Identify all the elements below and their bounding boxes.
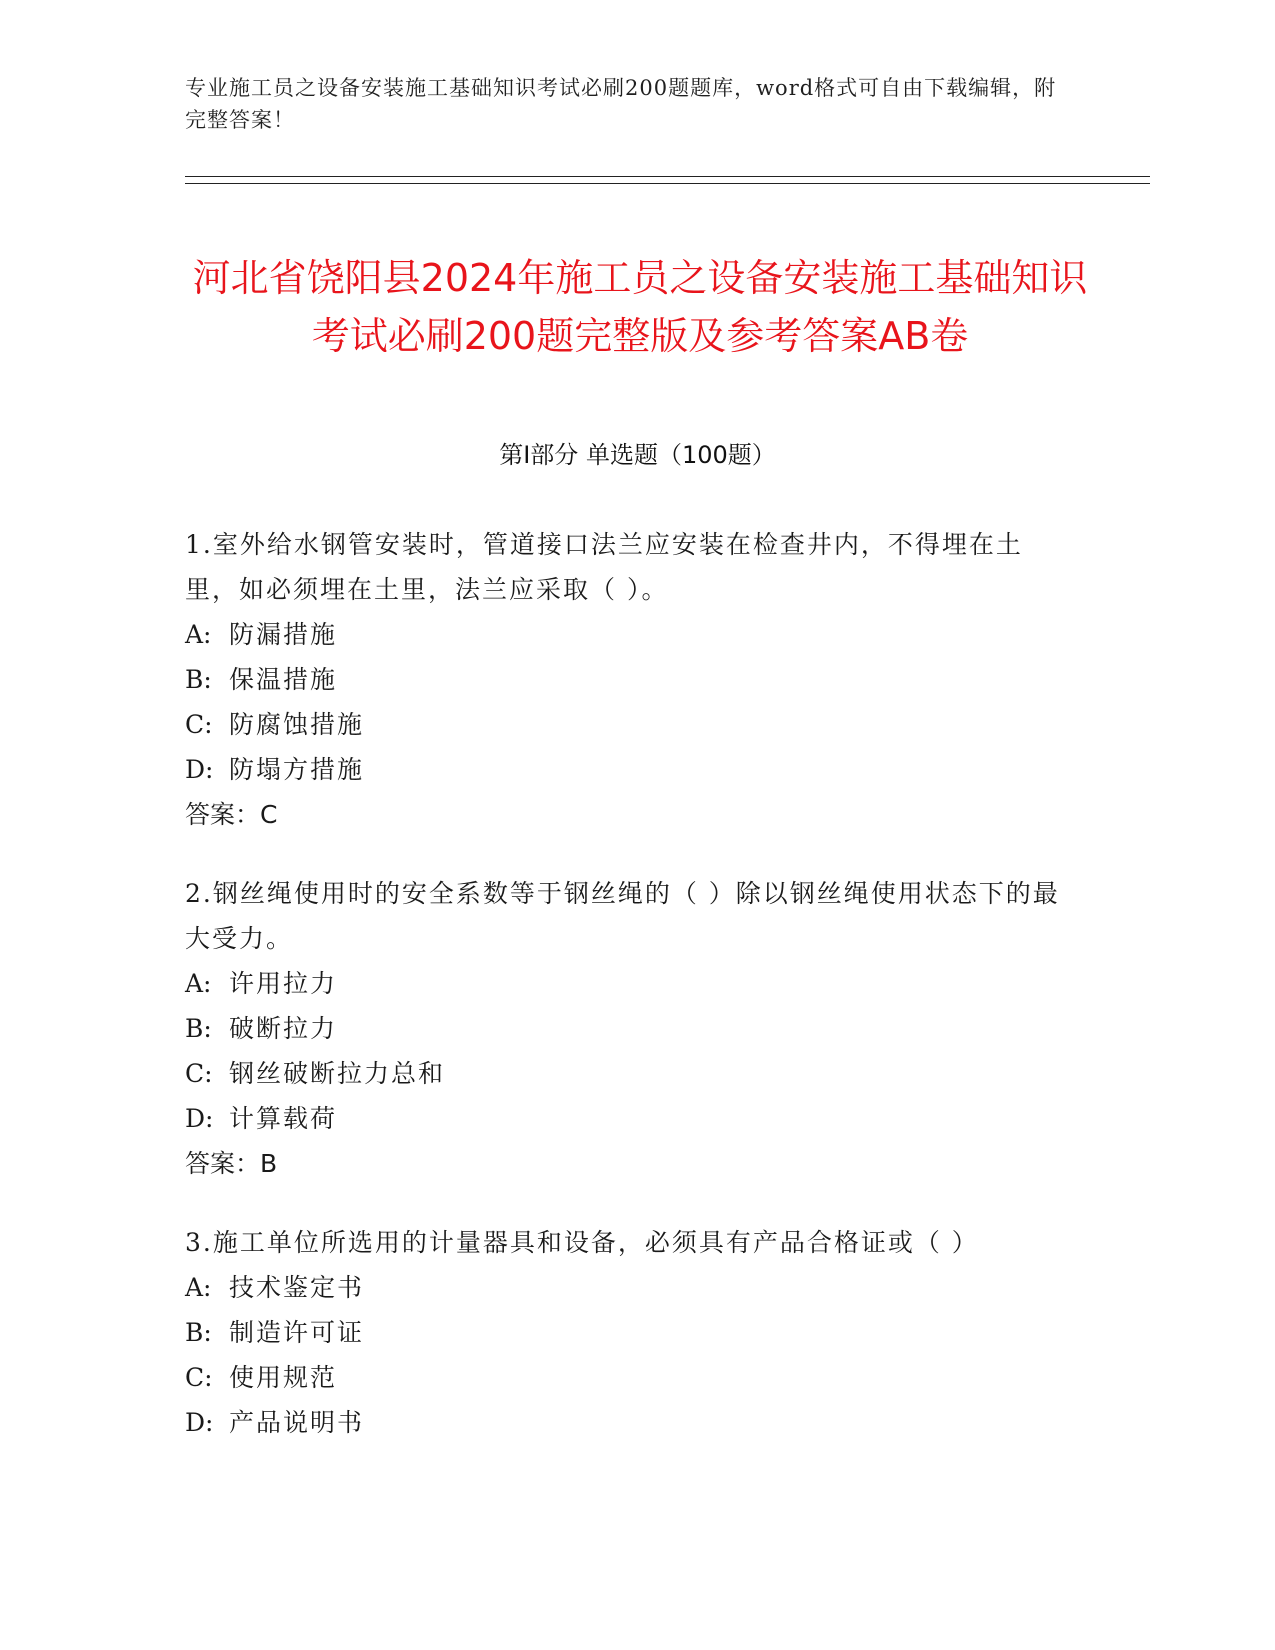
question-stem: 3.施工单位所选用的计量器具和设备，必须具有产品合格证或（ ） <box>185 1228 979 1257</box>
header-note: 专业施工员之设备安装施工基础知识考试必刷200题题库，word格式可自由下载编辑，附完整答案！ <box>185 76 1057 132</box>
answer-line: 答案：C <box>185 800 278 829</box>
option-b <box>185 1310 1065 1355</box>
question-list <box>185 522 1065 1479</box>
question-item <box>185 871 1065 1186</box>
answer-line: 答案：B <box>185 1149 278 1178</box>
option-c <box>185 1355 1065 1400</box>
option-text: 破断拉力 <box>229 1014 338 1043</box>
option-a <box>185 961 1065 1006</box>
option-text: 许用拉力 <box>229 969 338 998</box>
option-text: 防漏措施 <box>229 620 338 649</box>
option-text: 制造许可证 <box>229 1318 365 1347</box>
option-text: 技术鉴定书 <box>229 1273 365 1302</box>
option-key: B: <box>185 1318 212 1347</box>
option-key: D: <box>185 755 214 784</box>
option-key: A: <box>185 969 212 998</box>
option-d <box>185 1400 1065 1445</box>
option-text: 计算载荷 <box>229 1104 338 1133</box>
option-text: 钢丝破断拉力总和 <box>229 1059 446 1088</box>
option-text: 防塌方措施 <box>229 755 365 784</box>
option-d <box>185 1096 1065 1141</box>
option-c <box>185 1051 1065 1096</box>
option-key: C: <box>185 1363 213 1392</box>
option-key: B: <box>185 1014 212 1043</box>
option-b <box>185 657 1065 702</box>
option-key: D: <box>185 1104 214 1133</box>
option-d <box>185 747 1065 792</box>
option-key: A: <box>185 1273 212 1302</box>
question-stem: 2.钢丝绳使用时的安全系数等于钢丝绳的（ ）除以钢丝绳使用状态下的最大受力。 <box>185 879 1060 953</box>
header-divider-top <box>185 176 1150 177</box>
option-key: A: <box>185 620 212 649</box>
option-text: 使用规范 <box>229 1363 338 1392</box>
option-key: C: <box>185 710 213 739</box>
section-title: 第Ⅰ部分 单选题（100题） <box>499 441 776 469</box>
question-item <box>185 522 1065 837</box>
option-key: B: <box>185 665 212 694</box>
option-a <box>185 1265 1065 1310</box>
option-text: 产品说明书 <box>229 1408 365 1437</box>
option-text: 防腐蚀措施 <box>229 710 365 739</box>
option-text: 保温措施 <box>229 665 338 694</box>
header-divider-bottom <box>185 183 1150 184</box>
option-c <box>185 702 1065 747</box>
question-stem: 1.室外给水钢管安装时，管道接口法兰应安装在检查井内，不得埋在土里，如必须埋在土里，法兰应采取（ ）。 <box>185 530 1023 604</box>
question-item <box>185 1220 1065 1445</box>
option-key: D: <box>185 1408 214 1437</box>
option-key: C: <box>185 1059 213 1088</box>
document-title: 河北省饶阳县2024年施工员之设备安装施工基础知识考试必刷200题完整版及参考答案AB卷 <box>192 256 1088 359</box>
option-a <box>185 612 1065 657</box>
option-b <box>185 1006 1065 1051</box>
